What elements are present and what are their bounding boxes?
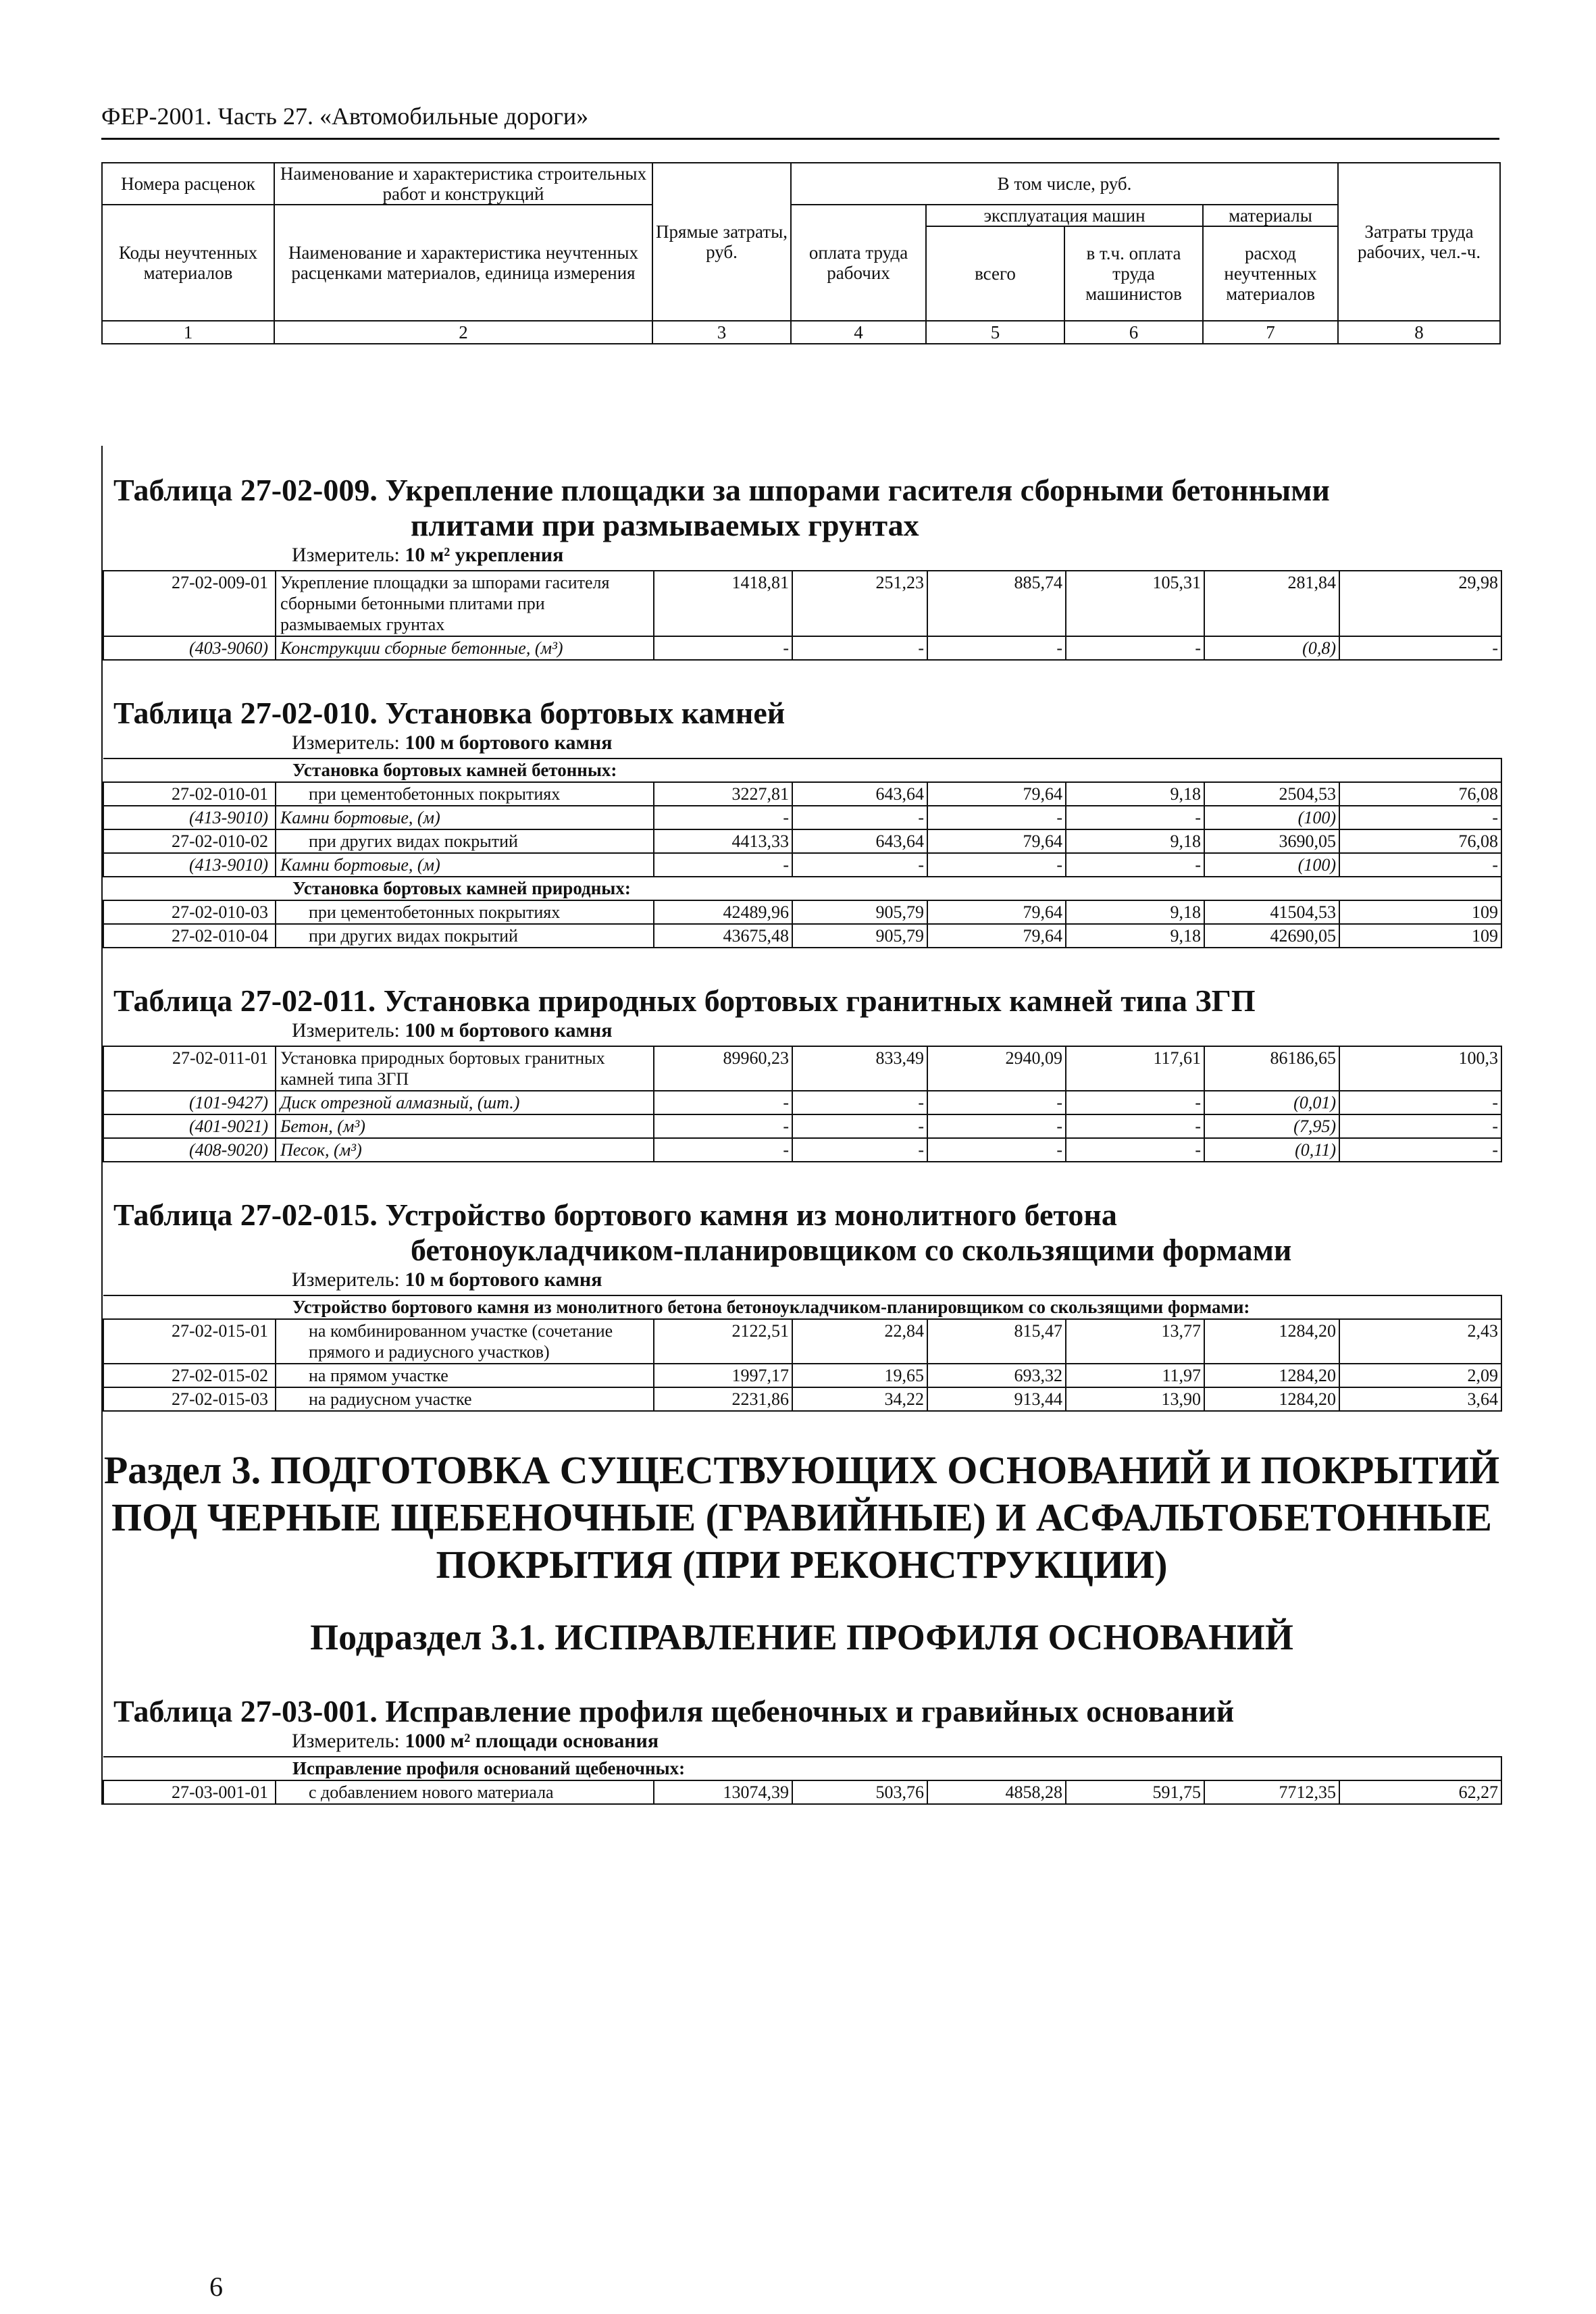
value-cell-v8: - xyxy=(1339,853,1501,877)
document-page xyxy=(101,101,1500,2302)
value-cell-v5: 885,74 xyxy=(927,571,1066,636)
rate-code: 27-02-011-01 xyxy=(103,1046,276,1091)
table-title xyxy=(103,696,1501,731)
rate-code: 27-02-015-02 xyxy=(103,1364,276,1387)
value-cell-v7: 281,84 xyxy=(1204,571,1339,636)
rate-row xyxy=(103,1387,1501,1411)
rate-row xyxy=(103,900,1501,924)
value-cell-v6: - xyxy=(1066,853,1204,877)
value-cell-v4: 34,22 xyxy=(792,1387,927,1411)
work-name: Установка природных бортовых гранитных камней типа ЗГП xyxy=(276,1046,654,1091)
value-cell-v6: - xyxy=(1066,1091,1204,1114)
value-cell-v4: 643,64 xyxy=(792,829,927,853)
material-code: (401-9021) xyxy=(103,1114,276,1138)
unit-value: 100 м бортового камня xyxy=(405,731,613,754)
value-cell-v5: 79,64 xyxy=(927,782,1066,806)
col-number: 2 xyxy=(274,321,652,344)
price-table-section xyxy=(103,1659,1501,1805)
material-row xyxy=(103,1114,1501,1138)
material-code: (413-9010) xyxy=(103,853,276,877)
group-label: Установка бортовых камней бетонных: xyxy=(103,759,1501,782)
col-number: 8 xyxy=(1338,321,1500,344)
value-cell-v8: 2,09 xyxy=(1339,1364,1501,1387)
price-table-section xyxy=(103,446,1501,661)
work-name: Укрепление площадки за шпорами гасителя сборными бетонными плитами при размываемых грунтах xyxy=(276,571,654,636)
value-cell-v8: - xyxy=(1339,1114,1501,1138)
value-cell-v8: 109 xyxy=(1339,924,1501,948)
table-title-line: Таблица 27-02-010. Установка бортовых камней xyxy=(113,696,786,730)
rates-table xyxy=(103,1756,1502,1805)
material-name: Песок, (м³) xyxy=(276,1138,654,1162)
col2-top-header: Наименование и характеристика строительных работ и конструкций xyxy=(274,163,652,205)
value-cell-v5: 815,47 xyxy=(927,1319,1066,1364)
unit-value: 100 м бортового камня xyxy=(405,1019,613,1042)
material-name: Конструкции сборные бетонные, (м³) xyxy=(276,636,654,660)
value-cell-v3: - xyxy=(654,1091,792,1114)
value-cell-v3: - xyxy=(654,1138,792,1162)
material-code: (413-9010) xyxy=(103,806,276,829)
material-name: Камни бортовые, (м) xyxy=(276,806,654,829)
col7-header: расход неучтенных материалов xyxy=(1203,226,1338,321)
col-number: 4 xyxy=(791,321,926,344)
table-title xyxy=(103,983,1501,1019)
value-cell-v5: 2940,09 xyxy=(927,1046,1066,1091)
work-name: при цементобетонных покрытиях xyxy=(276,900,654,924)
material-row xyxy=(103,853,1501,877)
value-cell-v8: 62,27 xyxy=(1339,1780,1501,1804)
value-cell-v4: - xyxy=(792,1114,927,1138)
value-cell-v7: 1284,20 xyxy=(1204,1387,1339,1411)
value-cell-v8: 29,98 xyxy=(1339,571,1501,636)
value-cell-v7: 41504,53 xyxy=(1204,900,1339,924)
column-header-table xyxy=(101,162,1501,344)
value-cell-v3: 1418,81 xyxy=(654,571,792,636)
value-cell-v3: - xyxy=(654,1114,792,1138)
value-cell-v3: 13074,39 xyxy=(654,1780,792,1804)
unit-value: 10 м бортового камня xyxy=(405,1268,602,1291)
work-name: на комбинированном участке (сочетание прямого и радиусного участков) xyxy=(276,1319,654,1364)
table-title-line: бетоноукладчиком-планировщиком со скользящими формами xyxy=(411,1233,1292,1267)
value-cell-v4: 503,76 xyxy=(792,1780,927,1804)
table-title xyxy=(103,1694,1501,1729)
work-name: при других видах покрытий xyxy=(276,829,654,853)
value-cell-v7: (7,95) xyxy=(1204,1114,1339,1138)
value-cell-v4: - xyxy=(792,636,927,660)
tables-container xyxy=(103,446,1501,1412)
value-cell-v4: - xyxy=(792,853,927,877)
unit-of-measure xyxy=(103,1019,1501,1046)
rate-row xyxy=(103,924,1501,948)
value-cell-v6: 591,75 xyxy=(1066,1780,1204,1804)
col6-header: в т.ч. оплата труда машинистов xyxy=(1064,226,1203,321)
work-name: с добавлением нового материала xyxy=(276,1780,654,1804)
col3-header: Прямые затраты, руб. xyxy=(652,163,791,321)
rate-code: 27-02-010-02 xyxy=(103,829,276,853)
value-cell-v8: 76,08 xyxy=(1339,829,1501,853)
value-cell-v6: - xyxy=(1066,1138,1204,1162)
rate-row xyxy=(103,1319,1501,1364)
value-cell-v5: 4858,28 xyxy=(927,1780,1066,1804)
value-cell-v3: 42489,96 xyxy=(654,900,792,924)
group-row xyxy=(103,759,1501,782)
value-cell-v6: 11,97 xyxy=(1066,1364,1204,1387)
rates-table xyxy=(103,758,1502,948)
col8-header: Затраты труда рабочих, чел.-ч. xyxy=(1338,163,1500,321)
value-cell-v4: 251,23 xyxy=(792,571,927,636)
material-name: Диск отрезной алмазный, (шт.) xyxy=(276,1091,654,1114)
unit-label: Измеритель: xyxy=(292,731,400,754)
group-label: Исправление профиля оснований щебеночных: xyxy=(103,1757,1501,1780)
page-number: 6 xyxy=(209,2271,223,2302)
value-cell-v5: - xyxy=(927,853,1066,877)
value-cell-v7: (100) xyxy=(1204,806,1339,829)
subsection-heading: Подраздел 3.1. ИСПРАВЛЕНИЕ ПРОФИЛЯ ОСНОВАНИЙ xyxy=(310,1617,1293,1657)
rate-row xyxy=(103,1046,1501,1091)
rates-table xyxy=(103,1295,1502,1412)
header-rule xyxy=(101,138,1499,140)
value-cell-v3: 2231,86 xyxy=(654,1387,792,1411)
col-number: 7 xyxy=(1203,321,1338,344)
material-name: Бетон, (м³) xyxy=(276,1114,654,1138)
value-cell-v8: 100,3 xyxy=(1339,1046,1501,1091)
col-number: 3 xyxy=(652,321,791,344)
value-cell-v3: - xyxy=(654,853,792,877)
table-title-line: плитами при размываемых грунтах xyxy=(411,508,919,542)
value-cell-v7: 2504,53 xyxy=(1204,782,1339,806)
value-cell-v4: 833,49 xyxy=(792,1046,927,1091)
value-cell-v6: 9,18 xyxy=(1066,900,1204,924)
value-cell-v7: 3690,05 xyxy=(1204,829,1339,853)
value-cell-v5: - xyxy=(927,636,1066,660)
value-cell-v5: - xyxy=(927,1138,1066,1162)
price-table-section xyxy=(103,661,1501,948)
value-cell-v4: 22,84 xyxy=(792,1319,927,1364)
rates-table xyxy=(103,570,1502,661)
value-cell-v7: 1284,20 xyxy=(1204,1319,1339,1364)
value-cell-v7: (0,01) xyxy=(1204,1091,1339,1114)
table-title-line: Таблица 27-02-011. Установка природных бортовых гранитных камней типа ЗГП xyxy=(113,983,1256,1018)
value-cell-v5: - xyxy=(927,1091,1066,1114)
value-cell-v5: 79,64 xyxy=(927,900,1066,924)
group-header: В том числе, руб. xyxy=(791,163,1338,205)
group-row xyxy=(103,1295,1501,1319)
section-table-container xyxy=(103,1659,1501,1805)
value-cell-v7: 1284,20 xyxy=(1204,1364,1339,1387)
value-cell-v5: 79,64 xyxy=(927,829,1066,853)
unit-label: Измеритель: xyxy=(292,1730,400,1752)
rate-row xyxy=(103,782,1501,806)
col1-bottom-header: Коды неучтенных материалов xyxy=(102,205,274,321)
value-cell-v3: 3227,81 xyxy=(654,782,792,806)
value-cell-v7: (0,8) xyxy=(1204,636,1339,660)
value-cell-v8: 76,08 xyxy=(1339,782,1501,806)
rate-code: 27-03-001-01 xyxy=(103,1780,276,1804)
material-code: (101-9427) xyxy=(103,1091,276,1114)
value-cell-v5: - xyxy=(927,1114,1066,1138)
table-title-line: Таблица 27-03-001. Исправление профиля щебеночных и гравийных оснований xyxy=(113,1694,1235,1728)
rates-table xyxy=(103,1046,1502,1162)
value-cell-v6: - xyxy=(1066,636,1204,660)
value-cell-v6: 9,18 xyxy=(1066,782,1204,806)
value-cell-v5: 913,44 xyxy=(927,1387,1066,1411)
value-cell-v4: 905,79 xyxy=(792,924,927,948)
material-row xyxy=(103,636,1501,660)
value-cell-v8: - xyxy=(1339,1091,1501,1114)
rate-row xyxy=(103,1364,1501,1387)
machines-header: эксплуатация машин xyxy=(926,205,1203,226)
value-cell-v7: (0,11) xyxy=(1204,1138,1339,1162)
value-cell-v5: - xyxy=(927,806,1066,829)
table-title xyxy=(103,473,1501,543)
value-cell-v7: 7712,35 xyxy=(1204,1780,1339,1804)
table-title xyxy=(103,1198,1501,1268)
value-cell-v4: 643,64 xyxy=(792,782,927,806)
work-name: при цементобетонных покрытиях xyxy=(276,782,654,806)
price-table-section xyxy=(103,1162,1501,1412)
running-header: ФЕР-2001. Часть 27. «Автомобильные дороги» xyxy=(101,103,589,130)
value-cell-v3: 89960,23 xyxy=(654,1046,792,1091)
rate-code: 27-02-010-01 xyxy=(103,782,276,806)
section-heading: Раздел 3. ПОДГОТОВКА СУЩЕСТВУЮЩИХ ОСНОВАНИЙ И ПОКРЫТИЙ ПОД ЧЕРНЫЕ ЩЕБЕНОЧНЫЕ (ГРАВИЙНЫЕ) И АСФАЛЬТОБЕТОННЫЕ ПОКРЫТИЯ (ПРИ РЕКОНСТРУКЦИИ) xyxy=(103,1448,1500,1587)
value-cell-v6: 117,61 xyxy=(1066,1046,1204,1091)
work-name: на радиусном участке xyxy=(276,1387,654,1411)
col-number: 5 xyxy=(926,321,1064,344)
rate-code: 27-02-010-03 xyxy=(103,900,276,924)
unit-value: 1000 м² площади основания xyxy=(405,1730,659,1752)
value-cell-v4: 19,65 xyxy=(792,1364,927,1387)
materials-header: материалы xyxy=(1203,205,1338,226)
value-cell-v6: 9,18 xyxy=(1066,924,1204,948)
group-row xyxy=(103,877,1501,900)
value-cell-v6: - xyxy=(1066,1114,1204,1138)
value-cell-v8: 2,43 xyxy=(1339,1319,1501,1364)
material-code: (408-9020) xyxy=(103,1138,276,1162)
value-cell-v4: - xyxy=(792,806,927,829)
value-cell-v8: - xyxy=(1339,806,1501,829)
price-table-section xyxy=(103,948,1501,1162)
value-cell-v6: 13,90 xyxy=(1066,1387,1204,1411)
col-number: 1 xyxy=(102,321,274,344)
value-cell-v5: 79,64 xyxy=(927,924,1066,948)
value-cell-v3: - xyxy=(654,636,792,660)
unit-label: Измеритель: xyxy=(292,1268,400,1291)
rate-row xyxy=(103,1780,1501,1804)
group-row xyxy=(103,1757,1501,1780)
material-row xyxy=(103,806,1501,829)
table-title-line: Таблица 27-02-015. Устройство бортового камня из монолитного бетона xyxy=(113,1198,1117,1232)
unit-label: Измеритель: xyxy=(292,1019,400,1042)
value-cell-v6: 105,31 xyxy=(1066,571,1204,636)
material-row xyxy=(103,1138,1501,1162)
unit-of-measure xyxy=(103,1268,1501,1295)
rate-row xyxy=(103,829,1501,853)
value-cell-v3: 43675,48 xyxy=(654,924,792,948)
value-cell-v8: - xyxy=(1339,1138,1501,1162)
col1-top-header: Номера расценок xyxy=(102,163,274,205)
col5-header: всего xyxy=(926,226,1064,321)
value-cell-v3: 4413,33 xyxy=(654,829,792,853)
value-cell-v3: 1997,17 xyxy=(654,1364,792,1387)
value-cell-v3: 2122,51 xyxy=(654,1319,792,1364)
value-cell-v7: 86186,65 xyxy=(1204,1046,1339,1091)
material-code: (403-9060) xyxy=(103,636,276,660)
value-cell-v6: - xyxy=(1066,806,1204,829)
unit-label: Измеритель: xyxy=(292,544,400,566)
value-cell-v3: - xyxy=(654,806,792,829)
col-number: 6 xyxy=(1064,321,1203,344)
unit-value: 10 м² укрепления xyxy=(405,544,564,566)
rate-code: 27-02-015-01 xyxy=(103,1319,276,1364)
value-cell-v4: 905,79 xyxy=(792,900,927,924)
value-cell-v5: 693,32 xyxy=(927,1364,1066,1387)
rate-code: 27-02-015-03 xyxy=(103,1387,276,1411)
col4-header: оплата труда рабочих xyxy=(791,205,926,321)
group-label: Установка бортовых камней природных: xyxy=(103,877,1501,900)
value-cell-v8: 3,64 xyxy=(1339,1387,1501,1411)
value-cell-v4: - xyxy=(792,1138,927,1162)
rate-row xyxy=(103,571,1501,636)
value-cell-v6: 9,18 xyxy=(1066,829,1204,853)
document-body xyxy=(101,446,1501,1805)
group-label: Устройство бортового камня из монолитного бетона бетоноукладчиком-планировщиком со скользящими формами: xyxy=(103,1295,1501,1319)
unit-of-measure xyxy=(103,543,1501,570)
value-cell-v8: 109 xyxy=(1339,900,1501,924)
value-cell-v7: (100) xyxy=(1204,853,1339,877)
material-name: Камни бортовые, (м) xyxy=(276,853,654,877)
value-cell-v6: 13,77 xyxy=(1066,1319,1204,1364)
rate-code: 27-02-010-04 xyxy=(103,924,276,948)
value-cell-v4: - xyxy=(792,1091,927,1114)
value-cell-v8: - xyxy=(1339,636,1501,660)
col2-bottom-header: Наименование и характеристика неучтенных расценками материалов, единица измерения xyxy=(274,205,652,321)
rate-code: 27-02-009-01 xyxy=(103,571,276,636)
work-name: на прямом участке xyxy=(276,1364,654,1387)
work-name: при других видах покрытий xyxy=(276,924,654,948)
table-title-line: Таблица 27-02-009. Укрепление площадки за шпорами гасителя сборными бетонными xyxy=(113,473,1330,507)
unit-of-measure xyxy=(103,1729,1501,1756)
unit-of-measure xyxy=(103,731,1501,758)
material-row xyxy=(103,1091,1501,1114)
value-cell-v7: 42690,05 xyxy=(1204,924,1339,948)
